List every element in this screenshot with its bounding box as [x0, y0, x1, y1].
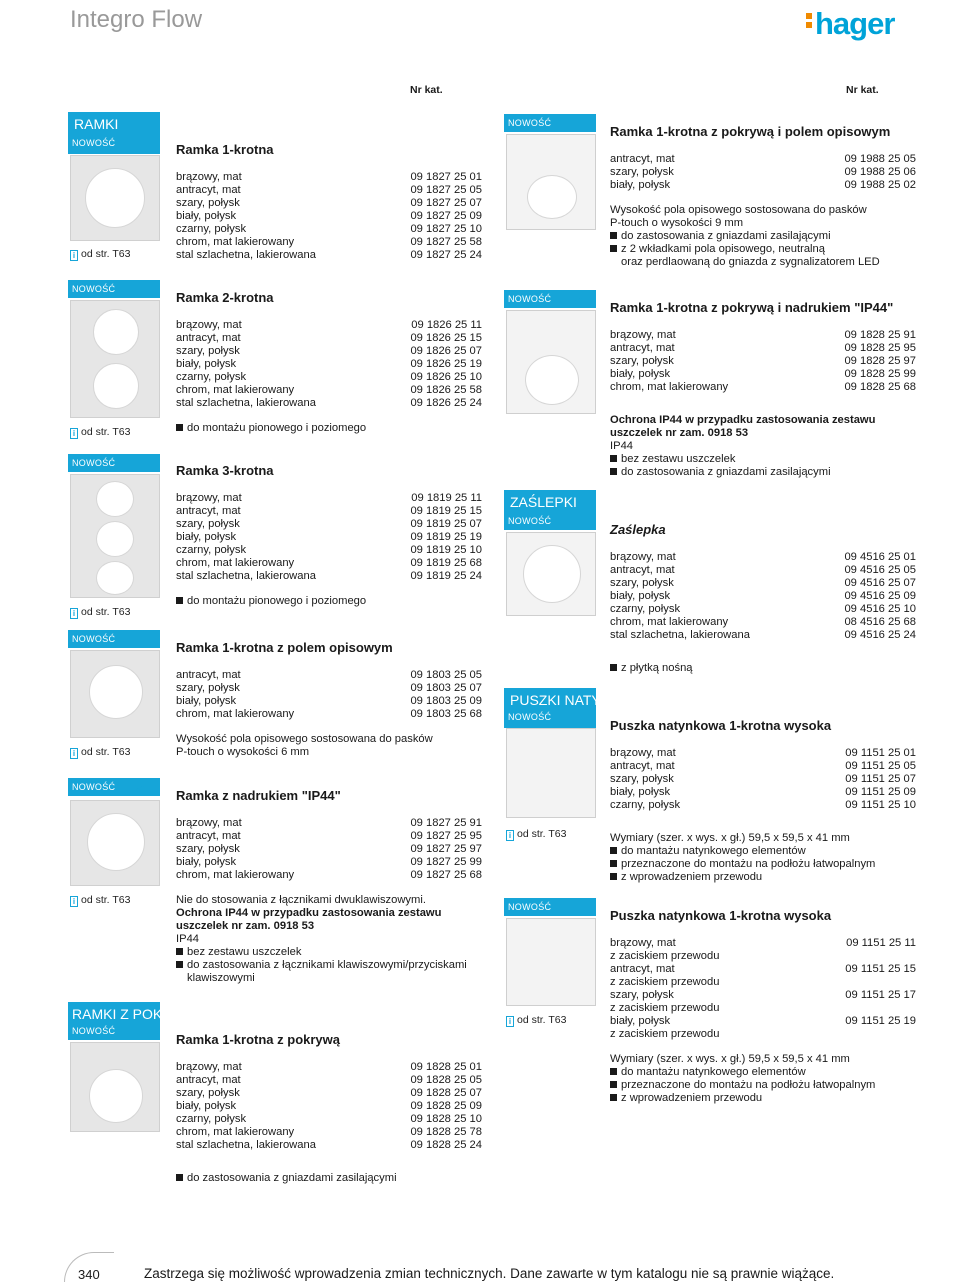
- catalog-number: 09 1827 25 99: [410, 856, 482, 868]
- variant-name: antracyt, mat: [610, 760, 675, 772]
- footer-disclaimer: Zastrzega się możliwość wprowadzenia zmian technicznych. Dane zawarte w tym katalogu nie są prawnie wiążące.: [144, 1266, 835, 1281]
- variant-name: chrom, mat lakierowany: [176, 557, 295, 569]
- catalog-row: [610, 799, 916, 812]
- ref-link-r1[interactable]: i od str. T63: [506, 828, 566, 841]
- catalog-row: [176, 557, 482, 570]
- catalog-row: [610, 153, 916, 166]
- catalog-number: 09 1827 25 95: [410, 830, 482, 842]
- variant-name: szary, połysk: [176, 1087, 240, 1099]
- catalog-row: [176, 817, 482, 830]
- page-number: 340: [78, 1267, 100, 1282]
- variant-name: szary, połysk: [176, 197, 240, 209]
- catalog-row: [176, 1126, 482, 1139]
- variant-name: brązowy, mat: [176, 319, 242, 331]
- catalog-row: [610, 166, 916, 179]
- logo-dots-icon: [806, 10, 813, 31]
- catalog-row: [610, 1002, 916, 1015]
- catalog-row: [610, 179, 916, 192]
- variant-name: antracyt, mat: [610, 153, 675, 165]
- catalog-number: 09 4516 25 24: [844, 629, 916, 641]
- catalog-number: 09 1819 25 68: [410, 557, 482, 569]
- product-ramka-3: [176, 463, 482, 608]
- product-zaslepka: [610, 522, 916, 675]
- page-title: Integro Flow: [70, 6, 203, 33]
- product-note: bez zestawu uszczelek: [610, 453, 916, 466]
- catalog-number: 09 1827 25 01: [410, 171, 482, 183]
- catalog-row: [176, 397, 482, 410]
- catalog-number: 09 1827 25 24: [410, 249, 482, 261]
- product-text-bold: uszczelek nr zam. 0918 53: [610, 427, 749, 439]
- variant-name: chrom, mat lakierowany: [176, 708, 295, 720]
- catalog-row: [610, 1015, 916, 1028]
- product-ramka-pokrywa: [176, 1032, 482, 1185]
- catalog-row: [176, 1113, 482, 1126]
- product-text: IP44: [610, 440, 634, 452]
- variant-name: chrom, mat lakierowany: [176, 236, 295, 248]
- variant-name: szary, połysk: [610, 166, 674, 178]
- catalog-row: [610, 368, 916, 381]
- catalog-row: [610, 629, 916, 642]
- catalog-row: [176, 1100, 482, 1113]
- section-title-zaslepki: ZAŚLEPKI: [510, 494, 577, 510]
- variant-name: biały, połysk: [610, 590, 671, 602]
- product-ramka-pokrywa-pole: [610, 124, 916, 269]
- catalog-number: 09 1827 25 07: [410, 197, 482, 209]
- catalog-row: [610, 329, 916, 342]
- product-note: do zastosowania z gniazdami zasilającymi: [176, 1172, 482, 1185]
- catalog-number: 09 1827 25 91: [410, 817, 482, 829]
- variant-name: brązowy, mat: [176, 817, 242, 829]
- variant-name: szary, połysk: [610, 577, 674, 589]
- variant-name: czarny, połysk: [176, 544, 247, 556]
- catalog-number: 09 1827 25 09: [410, 210, 482, 222]
- variant-name: stal szlachetna, lakierowana: [176, 1139, 316, 1151]
- ref-link-3[interactable]: i od str. T63: [70, 606, 130, 619]
- variant-name: czarny, połysk: [176, 371, 247, 383]
- catalog-row: [176, 843, 482, 856]
- info-icon: i: [70, 250, 78, 261]
- variant-name: chrom, mat lakierowany: [176, 1126, 295, 1138]
- catalog-row: [176, 518, 482, 531]
- product-image-cover-ip44: [506, 310, 596, 414]
- product-title: Ramka 1-krotna: [176, 142, 274, 157]
- new-badge: NOWOŚĆ: [508, 902, 552, 912]
- variant-name: z zaciskiem przewodu: [610, 1028, 720, 1040]
- catalog-number: 09 1826 25 15: [410, 332, 482, 344]
- product-ramka-pole-opisowe: [176, 640, 482, 759]
- variant-name: z zaciskiem przewodu: [610, 976, 720, 988]
- catalog-number: 09 4516 25 09: [844, 590, 916, 602]
- variant-name: antracyt, mat: [176, 669, 241, 681]
- variant-name: szary, połysk: [176, 682, 240, 694]
- catalog-row: [176, 695, 482, 708]
- catalog-number: 09 1151 25 10: [845, 799, 916, 811]
- variant-name: biały, połysk: [610, 179, 671, 191]
- product-note: do montażu pionowego i poziomego: [176, 595, 482, 608]
- product-text: Wysokość pola opisowego sostosowana do pasków: [610, 204, 867, 216]
- variant-name: antracyt, mat: [176, 332, 241, 344]
- variant-name: chrom, mat lakierowany: [610, 616, 729, 628]
- product-text-bold: Ochrona IP44 w przypadku zastosowania zestawu: [176, 907, 442, 919]
- product-note: do montażu pionowego i poziomego: [176, 422, 482, 435]
- product-note-cont: klawiszowymi: [187, 972, 255, 984]
- section-title-ramki: RAMKI: [74, 116, 119, 132]
- product-puszka-2: [610, 908, 916, 1105]
- catalog-row: [176, 856, 482, 869]
- product-image-frame-label: [70, 650, 160, 738]
- catalog-number: 09 1151 25 07: [845, 773, 916, 785]
- catalog-number: 09 1819 25 07: [410, 518, 482, 530]
- new-badge: NOWOŚĆ: [72, 138, 116, 148]
- catalog-number: 09 1803 25 09: [410, 695, 482, 707]
- variant-name: brązowy, mat: [176, 492, 242, 504]
- variant-name: czarny, połysk: [176, 1113, 247, 1125]
- catalog-number: 09 1828 25 97: [844, 355, 916, 367]
- catalog-row: [176, 332, 482, 345]
- product-note: do zastosowania z gniazdami zasilającymi: [610, 466, 916, 479]
- catalog-row: [176, 669, 482, 682]
- variant-name: chrom, mat lakierowany: [176, 384, 295, 396]
- catalog-row: [610, 381, 916, 394]
- catalog-row: [610, 937, 916, 950]
- product-text: P-touch o wysokości 6 mm: [176, 746, 310, 758]
- catalog-row: [176, 171, 482, 184]
- catalog-row: [176, 223, 482, 236]
- info-icon: i: [70, 608, 78, 619]
- catalog-number: 09 1151 25 15: [845, 963, 916, 975]
- product-note: przeznaczone do montażu na podłożu łatwopalnym: [610, 1079, 916, 1092]
- ref-link-5[interactable]: i od str. T63: [70, 894, 130, 907]
- variant-name: biały, połysk: [610, 786, 671, 798]
- catalog-row: [176, 249, 482, 262]
- product-image-box-1: [506, 728, 596, 818]
- catalog-number: 09 1151 25 11: [846, 937, 916, 949]
- catalog-number: 09 1828 25 09: [410, 1100, 482, 1112]
- variant-name: biały, połysk: [176, 531, 237, 543]
- product-ramka-ip44: [176, 788, 482, 985]
- variant-name: szary, połysk: [610, 989, 674, 1001]
- product-title: Ramka 3-krotna: [176, 463, 274, 478]
- variant-name: szary, połysk: [610, 773, 674, 785]
- catalog-row: [176, 197, 482, 210]
- catalog-row: [610, 747, 916, 760]
- variant-name: stal szlachetna, lakierowana: [176, 397, 316, 409]
- product-title: Ramka z nadrukiem "IP44": [176, 788, 341, 803]
- catalog-number: 09 4516 25 01: [844, 551, 916, 563]
- catalog-number: 09 1988 25 02: [844, 179, 916, 191]
- new-badge: NOWOŚĆ: [508, 294, 552, 304]
- variant-name: antracyt, mat: [610, 564, 675, 576]
- variant-name: brązowy, mat: [176, 171, 242, 183]
- catalog-row: [610, 616, 916, 629]
- product-note: do mantażu natynkowego elementów: [610, 1066, 916, 1079]
- catalog-row: [610, 786, 916, 799]
- variant-name: szary, połysk: [176, 518, 240, 530]
- product-text-bold: Ochrona IP44 w przypadku zastosowania zestawu: [610, 414, 876, 426]
- variant-name: stal szlachetna, lakierowana: [176, 570, 316, 582]
- product-text-bold: uszczelek nr zam. 0918 53: [176, 920, 315, 932]
- catalog-number: 09 1826 25 58: [410, 384, 482, 396]
- info-icon: i: [70, 748, 78, 759]
- catalog-row: [176, 184, 482, 197]
- section-title-ramki-z-pokrywa: RAMKI Z POKRYWĄ: [72, 1006, 204, 1022]
- product-image-cover-label: [506, 134, 596, 230]
- catalog-row: [610, 1028, 916, 1041]
- variant-name: biały, połysk: [610, 1015, 671, 1027]
- catalog-row: [176, 1061, 482, 1074]
- catalog-row: [610, 342, 916, 355]
- catalog-number: 09 1819 25 15: [410, 505, 482, 517]
- catalog-row: [176, 570, 482, 583]
- variant-name: antracyt, mat: [176, 184, 241, 196]
- catalog-row: [610, 355, 916, 368]
- new-badge: NOWOŚĆ: [72, 284, 116, 294]
- variant-name: brązowy, mat: [610, 937, 676, 949]
- check-icon: ✓: [572, 290, 588, 310]
- catalog-number: 09 1819 25 10: [410, 544, 482, 556]
- section-title-puszki: PUSZKI NATYNKOWE: [510, 692, 654, 708]
- variant-name: z zaciskiem przewodu: [610, 950, 720, 962]
- catalog-row: [176, 384, 482, 397]
- catalog-row: [610, 590, 916, 603]
- catalog-number: 09 1828 25 07: [410, 1087, 482, 1099]
- catalog-row: [610, 760, 916, 773]
- product-title: Zaślepka: [610, 522, 666, 537]
- product-title: Ramka 1-krotna z pokrywą i polem opisowym: [610, 124, 891, 139]
- product-note: z 2 wkładkami pola opisowego, neutralną: [610, 243, 916, 256]
- catalog-number: 09 1819 25 11: [411, 492, 482, 504]
- catalog-number: 09 1826 25 24: [410, 397, 482, 409]
- product-text: Wysokość pola opisowego sostosowana do pasków: [176, 733, 433, 745]
- info-icon: i: [506, 830, 514, 841]
- product-image-frame-ip44: [70, 800, 160, 886]
- catalog-number: 09 1803 25 05: [410, 669, 482, 681]
- variant-name: stal szlachetna, lakierowana: [176, 249, 316, 261]
- ref-link-2[interactable]: i od str. T63: [70, 426, 130, 439]
- catalog-row: [176, 531, 482, 544]
- product-image-box-2: [506, 918, 596, 1006]
- catalog-number: 09 1827 25 68: [410, 869, 482, 881]
- catalog-number: 09 1803 25 68: [410, 708, 482, 720]
- catalog-row: [176, 1087, 482, 1100]
- new-badge: NOWOŚĆ: [72, 1026, 116, 1036]
- product-image-frame-cover: [70, 1042, 160, 1132]
- product-title: Puszka natynkowa 1-krotna wysoka: [610, 908, 832, 923]
- catalog-number: 09 4516 25 05: [844, 564, 916, 576]
- nr-kat-header-left: Nr kat.: [410, 84, 443, 96]
- variant-name: biały, połysk: [176, 1100, 237, 1112]
- catalog-number: 09 1826 25 07: [410, 345, 482, 357]
- catalog-number: 09 1828 25 78: [410, 1126, 482, 1138]
- product-image-frame-1: [70, 155, 160, 241]
- product-title: Ramka 1-krotna z polem opisowym: [176, 640, 393, 655]
- product-note: do mantażu natynkowego elementów: [610, 845, 916, 858]
- variant-name: biały, połysk: [610, 368, 671, 380]
- catalog-number: 09 1828 25 10: [410, 1113, 482, 1125]
- catalog-number: 08 4516 25 68: [844, 616, 916, 628]
- catalog-number: 09 1803 25 07: [410, 682, 482, 694]
- catalog-number: 09 1828 25 95: [844, 342, 916, 354]
- catalog-number: 09 1826 25 11: [411, 319, 482, 331]
- product-title: Puszka natynkowa 1-krotna wysoka: [610, 718, 832, 733]
- product-note: przeznaczone do montażu na podłożu łatwopalnym: [610, 858, 916, 871]
- catalog-row: [176, 319, 482, 332]
- catalog-row: [176, 544, 482, 557]
- catalog-row: [176, 830, 482, 843]
- product-text: Wymiary (szer. x wys. x gł.) 59,5 x 59,5 x 41 mm: [610, 1053, 850, 1065]
- variant-name: czarny, połysk: [610, 799, 681, 811]
- catalog-row: [610, 603, 916, 616]
- info-icon: i: [70, 428, 78, 439]
- variant-name: antracyt, mat: [176, 830, 241, 842]
- catalog-number: 09 1826 25 10: [410, 371, 482, 383]
- product-image-frame-3: [70, 474, 160, 598]
- product-note: bez zestawu uszczelek: [176, 946, 482, 959]
- catalog-row: [610, 551, 916, 564]
- catalog-number: 09 1827 25 97: [410, 843, 482, 855]
- product-image-frame-2: [70, 300, 160, 418]
- variant-name: biały, połysk: [176, 695, 237, 707]
- catalog-number: 09 1828 25 24: [410, 1139, 482, 1151]
- product-title: Ramka 2-krotna: [176, 290, 274, 305]
- catalog-number: 09 1827 25 05: [410, 184, 482, 196]
- product-title: Ramka 1-krotna z pokrywą i nadrukiem "IP44": [610, 300, 894, 315]
- new-badge: NOWOŚĆ: [508, 712, 552, 722]
- variant-name: chrom, mat lakierowany: [176, 869, 295, 881]
- product-text: IP44: [176, 933, 200, 945]
- catalog-row: [176, 371, 482, 384]
- product-note: z płytką nośną: [610, 662, 916, 675]
- new-badge: NOWOŚĆ: [72, 634, 116, 644]
- variant-name: szary, połysk: [176, 345, 240, 357]
- catalog-row: [610, 950, 916, 963]
- product-image-blank: [506, 532, 596, 616]
- variant-name: szary, połysk: [610, 355, 674, 367]
- variant-name: antracyt, mat: [176, 1074, 241, 1086]
- catalog-row: [610, 564, 916, 577]
- new-badge: NOWOŚĆ: [508, 516, 552, 526]
- variant-name: czarny, połysk: [610, 603, 681, 615]
- variant-name: brązowy, mat: [610, 551, 676, 563]
- product-text: Wymiary (szer. x wys. x gł.) 59,5 x 59,5 x 41 mm: [610, 832, 850, 844]
- product-ramka-1: [176, 142, 482, 262]
- catalog-number: 09 1826 25 19: [410, 358, 482, 370]
- variant-name: z zaciskiem przewodu: [610, 1002, 720, 1014]
- product-ramka-pokrywa-ip44: [610, 300, 916, 479]
- ref-link-1[interactable]: i od str. T63: [70, 248, 130, 261]
- catalog-row: [610, 989, 916, 1002]
- ref-link-r2[interactable]: i od str. T63: [506, 1014, 566, 1027]
- catalog-row: [176, 708, 482, 721]
- variant-name: biały, połysk: [176, 856, 237, 868]
- catalog-number: 09 4516 25 07: [844, 577, 916, 589]
- catalog-row: [176, 1074, 482, 1087]
- catalog-number: 09 1828 25 99: [844, 368, 916, 380]
- product-note: z wprowadzeniem przewodu: [610, 1092, 916, 1105]
- catalog-number: 09 1819 25 19: [410, 531, 482, 543]
- catalog-number: 09 1828 25 91: [844, 329, 916, 341]
- variant-name: antracyt, mat: [610, 342, 675, 354]
- catalog-row: [610, 773, 916, 786]
- ref-link-4[interactable]: i od str. T63: [70, 746, 130, 759]
- product-puszka-1: [610, 718, 916, 884]
- catalog-number: 09 1828 25 68: [844, 381, 916, 393]
- catalog-number: 09 1828 25 05: [410, 1074, 482, 1086]
- variant-name: czarny, połysk: [176, 223, 247, 235]
- catalog-number: 09 1151 25 01: [845, 747, 916, 759]
- catalog-row: [610, 976, 916, 989]
- catalog-row: [176, 682, 482, 695]
- variant-name: biały, połysk: [176, 210, 237, 222]
- info-icon: i: [70, 896, 78, 907]
- catalog-number: 09 1151 25 09: [845, 786, 916, 798]
- catalog-row: [176, 345, 482, 358]
- catalog-number: 09 1827 25 10: [410, 223, 482, 235]
- new-badge: NOWOŚĆ: [72, 782, 116, 792]
- hager-logo: hager: [806, 6, 894, 42]
- product-note: z wprowadzeniem przewodu: [610, 871, 916, 884]
- product-ramka-2: [176, 290, 482, 435]
- new-badge: NOWOŚĆ: [72, 458, 116, 468]
- catalog-number: 09 1828 25 01: [410, 1061, 482, 1073]
- product-note: do zastosowania z łącznikami klawiszowymi/przyciskami: [176, 959, 482, 972]
- new-badge: NOWOŚĆ: [508, 118, 552, 128]
- catalog-row: [176, 1139, 482, 1152]
- check-icon: ✓: [134, 778, 150, 798]
- variant-name: biały, połysk: [176, 358, 237, 370]
- info-icon: i: [506, 1016, 514, 1027]
- variant-name: brązowy, mat: [610, 747, 676, 759]
- variant-name: szary, połysk: [176, 843, 240, 855]
- variant-name: antracyt, mat: [176, 505, 241, 517]
- variant-name: stal szlachetna, lakierowana: [610, 629, 750, 641]
- catalog-row: [610, 577, 916, 590]
- product-text: Nie do stosowania z łącznikami dwuklawiszowymi.: [176, 894, 426, 906]
- product-note: do zastosowania z gniazdami zasilającymi: [610, 230, 916, 243]
- catalog-number: 09 1151 25 19: [845, 1015, 916, 1027]
- catalog-number: 09 4516 25 10: [844, 603, 916, 615]
- product-text: P-touch o wysokości 9 mm: [610, 217, 744, 229]
- catalog-number: 09 1988 25 05: [844, 153, 916, 165]
- variant-name: chrom, mat lakierowany: [610, 381, 729, 393]
- variant-name: brązowy, mat: [610, 329, 676, 341]
- product-note-cont: oraz perdlaowaną do gniazda z sygnalizatorem LED: [621, 256, 880, 268]
- catalog-number: 09 1819 25 24: [410, 570, 482, 582]
- catalog-row: [176, 210, 482, 223]
- catalog-number: 09 1827 25 58: [410, 236, 482, 248]
- catalog-row: [176, 505, 482, 518]
- catalog-number: 09 1151 25 17: [845, 989, 916, 1001]
- catalog-row: [176, 358, 482, 371]
- product-title: Ramka 1-krotna z pokrywą: [176, 1032, 341, 1047]
- catalog-row: [176, 492, 482, 505]
- variant-name: brązowy, mat: [176, 1061, 242, 1073]
- variant-name: antracyt, mat: [610, 963, 675, 975]
- catalog-number: 09 1988 25 06: [844, 166, 916, 178]
- catalog-row: [610, 963, 916, 976]
- nr-kat-header-right: Nr kat.: [846, 84, 879, 96]
- catalog-row: [176, 236, 482, 249]
- catalog-row: [176, 869, 482, 882]
- catalog-number: 09 1151 25 05: [845, 760, 916, 772]
